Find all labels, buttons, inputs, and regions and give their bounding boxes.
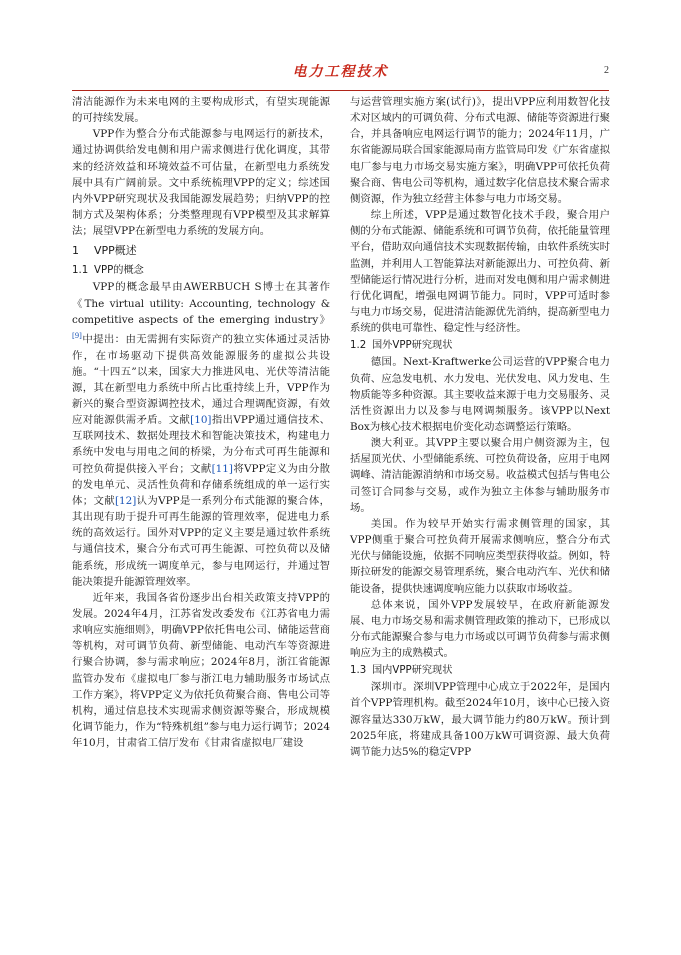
journal-title: 电力工程技术 xyxy=(292,64,389,80)
paragraph: 深圳市。深圳VPP管理中心成立于2022年，是国内首个VPP管理机构。截至2024年10月，该中心已接入资源容量达330万kW，最大调节能力约80万kW。预计到2025年底，将建成具备100万kW可调资源、最大负荷调节能力达5%的稳定VPP xyxy=(350,681,610,758)
text-run: 指出VPP通过通信技术、互联网技术、数据处理技术和智能决策技术，构建电力系统中发电与用电之间的桥梁，为分布式可再生能源和可控负荷提供接入平台；文献 xyxy=(72,414,330,475)
section-number: 1 xyxy=(72,244,79,258)
subsection-title: 国内VPP研究现状 xyxy=(372,665,453,677)
paragraph: 近年来，我国各省份逐步出台相关政策支持VPP的发展。2024年4月，江苏省发改委发布《江苏省电力需求响应实施细则》，明确VPP依托售电公司、储能运营商等机构，对可调节负荷、新型储能、电动汽车等资源进行聚合协调，参与需求响应；2024年8月，浙江省能源监管办发布《虚拟电厂参与浙江电力辅助服务市场试点工作方案》，将VPP定义为依托负荷聚合商、售电公司等机构，通过信息技术实现需求侧资源等聚合，形成规模化调节能力，作为“特殊机组”参与电力运行调节；2024年10月，甘肃省工信厅发布《甘肃省虚拟电厂建设 xyxy=(72,591,330,750)
left-column xyxy=(72,94,330,751)
paragraph: VPP作为整合分布式能源参与电网运行的新技术，通过协调供给发电侧和用户需求侧进行优化调度，其带来的经济效益和环境效益不可估量，在新型电力系统发展中具有广阔前景。文中系统梳理VPP的定义；综述国内外VPP研究现状及我国能源发展趋势；归纳VPP的控制方式及架构体系；分类整理现有VPP模型及其求解算法；展望VPP在新型电力系统的发展方向。 xyxy=(72,128,330,238)
section-heading xyxy=(72,241,330,261)
page-number: 2 xyxy=(604,65,609,76)
paragraph: 澳大利亚。其VPP主要以聚合用户侧资源为主，包括屋顶光伏、小型储能系统、可控负荷设备，应用于电网调峰、清洁能源消纳和市场交易。收益模式包括与售电公司签订合同参与交易，或作为独立主体参与辅助服务市场。 xyxy=(350,437,610,514)
subsection-number: 1.3 xyxy=(350,665,367,677)
subsection-heading xyxy=(350,337,610,354)
citation-link[interactable]: [10] xyxy=(190,414,212,427)
citation-link[interactable]: [12] xyxy=(114,494,137,507)
subsection-heading xyxy=(72,262,330,279)
subsection-title: VPP的概念 xyxy=(94,265,144,277)
citation-link[interactable]: [9] xyxy=(72,331,82,340)
paragraph: 德国。Next-Kraftwerke公司运营的VPP聚合电力负荷、应急发电机、水力发电、光伏发电、风力发电、生物质能等多种资源。其主要收益来源于电力交易服务、灵活性资源出力以及参与电网调频服务。该VPP以Next Box为核心技术根据电价变化动态调整运行策略。 xyxy=(350,356,610,433)
subsection-title: 国外VPP研究现状 xyxy=(372,340,453,352)
subsection-heading xyxy=(350,662,610,679)
text-run: 中提出：由无需拥有实际资产的独立实体通过灵活协作，在市场驱动下提供高效能源服务的虚拟公共设施。“十四五”以来，国家大力推进风电、光伏等清洁能源，其在新型电力系统中所占比重持续上升，VPP作为新兴的聚合型资源调控技术，通过合理调配资源，有效应对能源供需矛盾。文献 xyxy=(72,333,330,427)
paragraph: 总体来说，国外VPP发展较早，在政府新能源发展、电力市场交易和需求侧管理政策的推动下，已形成以分布式能源聚合参与电力市场或以可调节负荷参与需求侧响应为主的成熟模式。 xyxy=(350,598,610,660)
text-run: 认为VPP是一系列分布式能源的聚合体，其出现有助于提升可再生能源的管理效率，促进电力系统的高效运行。国外对VPP的定义主要是通过软件系统与通信技术，聚合分布式可再生能源、可控负荷以及储能系统，形成统一调度单元，参与电网运行，并通过智能决策提升能源管理效率。 xyxy=(72,494,330,588)
right-column xyxy=(350,94,610,760)
paragraph: 美国。作为较早开始实行需求侧管理的国家，其VPP侧重于聚合可控负荷开展需求侧响应，整合分布式光伏与储能设施，依据不同响应类型获得收益。例如，特斯拉研发的能源交易管理系统，聚合电动汽车、光伏和储能设备，提供快速调度响应能力以获取市场收益。 xyxy=(350,517,610,595)
paragraph: 清洁能源作为未来电网的主要构成形式，有望实现能源的可持续发展。 xyxy=(72,96,330,125)
citation-link[interactable]: [11] xyxy=(211,462,233,475)
subsection-number: 1.2 xyxy=(350,340,367,352)
section-title: VPP概述 xyxy=(94,244,137,258)
paragraph: 与运营管理实施方案(试行)》，提出VPP应利用数智化技术对区域内的可调负荷、分布式电源、储能等资源进行聚合，并具备响应电网运行调节的能力；2024年11月，广东省能源局联合国家能源局南方监管局印发《广东省虚拟电厂参与电力市场交易实施方案》，明确VPP可依托负荷聚合商、售电公司等机构，通过数字化信息技术聚合需求侧资源，作为独立经营主体参与电力市场交易。 xyxy=(350,96,610,205)
paragraph: 综上所述，VPP是通过数智化技术手段，聚合用户侧的分布式能源、储能系统和可调节负荷，依托能量管理平台，借助双向通信技术实现数据传输，由软件系统实时监测，并利用人工智能算法对新能源出力、可控负荷、新型储能运行情况进行分析，进而对发电侧和用户需求侧进行优化调配，增强电网调节能力。同时，VPP可适时参与电力市场交易，促进清洁能源优先消纳，提高新型电力系统的供电可靠性、稳定性与经济性。 xyxy=(350,209,610,335)
page-header xyxy=(72,62,609,91)
text-run: VPP的概念最早由AWERBUCH S博士在其著作《The virtual utility: Accounting, technology & competitive aspects of the emerging industry》 xyxy=(72,281,330,326)
subsection-number: 1.1 xyxy=(72,265,89,277)
paragraph xyxy=(72,279,330,589)
text-run: 将VPP定义为由分散的发电单元、灵活性负荷和存储系统组成的单一运行实体；文献 xyxy=(72,462,330,507)
